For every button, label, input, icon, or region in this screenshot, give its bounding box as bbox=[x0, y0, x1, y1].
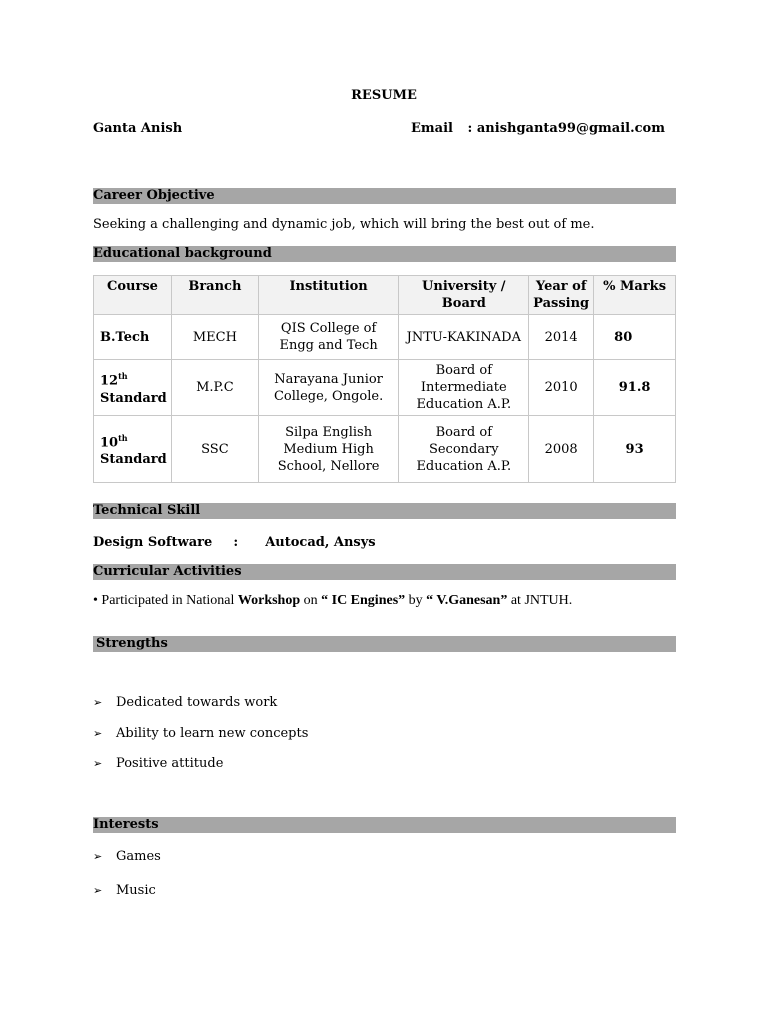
col-course: Course bbox=[94, 276, 172, 315]
skill-separator: : bbox=[233, 535, 239, 550]
year-cell: 2010 bbox=[529, 360, 594, 416]
branch-cell: M.P.C bbox=[171, 360, 258, 416]
board-cell: JNTU-KAKINADA bbox=[399, 315, 529, 360]
career-objective-text: Seeking a challenging and dynamic job, which will bring the best out of me. bbox=[93, 217, 595, 232]
arrow-bullet-icon: ➢ bbox=[93, 757, 103, 770]
list-item: ➢ Ability to learn new concepts bbox=[93, 726, 309, 741]
education-heading: Educational background bbox=[93, 246, 676, 262]
marks-cell: 91.8 bbox=[594, 360, 676, 416]
col-institution: Institution bbox=[258, 276, 399, 315]
list-item: ➢ Positive attitude bbox=[93, 756, 224, 771]
arrow-bullet-icon: ➢ bbox=[93, 850, 103, 863]
table-row bbox=[94, 360, 676, 416]
career-objective-heading: Career Objective bbox=[93, 188, 676, 204]
email-line bbox=[411, 121, 665, 136]
year-cell: 2008 bbox=[529, 416, 594, 483]
technical-skill-heading: Technical Skill bbox=[93, 503, 676, 519]
table-header-row bbox=[94, 276, 676, 315]
course-cell: 12th Standard bbox=[94, 360, 172, 416]
board-cell: Board of Secondary Education A.P. bbox=[399, 416, 529, 483]
arrow-bullet-icon: ➢ bbox=[93, 884, 103, 897]
candidate-name: Ganta Anish bbox=[93, 121, 183, 136]
bullet-dot: • bbox=[93, 593, 98, 608]
curricular-item: • Participated in National Workshop on “ IC Engines” by “ V.Ganesan” at JNTUH. bbox=[93, 593, 573, 608]
institution-cell: QIS College of Engg and Tech bbox=[258, 315, 399, 360]
col-branch: Branch bbox=[171, 276, 258, 315]
course-cell: 10th Standard bbox=[94, 416, 172, 483]
table-row bbox=[94, 416, 676, 483]
course-cell: B.Tech bbox=[94, 315, 172, 360]
marks-cell: 80 bbox=[594, 315, 676, 360]
email-label: Email bbox=[411, 121, 453, 136]
list-item: ➢ Games bbox=[93, 849, 161, 864]
board-cell: Board of Intermediate Education A.P. bbox=[399, 360, 529, 416]
branch-cell: SSC bbox=[171, 416, 258, 483]
marks-cell: 93 bbox=[594, 416, 676, 483]
resume-title: RESUME bbox=[351, 88, 417, 103]
institution-cell: Narayana Junior College, Ongole. bbox=[258, 360, 399, 416]
interests-heading: Interests bbox=[93, 817, 676, 833]
curricular-heading: Curricular Activities bbox=[93, 564, 676, 580]
branch-cell: MECH bbox=[171, 315, 258, 360]
strengths-heading: Strengths bbox=[93, 636, 676, 652]
col-marks: % Marks bbox=[594, 276, 676, 315]
technical-skill-line bbox=[93, 535, 376, 550]
email-separator: : bbox=[467, 121, 473, 136]
skill-value: Autocad, Ansys bbox=[265, 535, 376, 550]
col-year: Year of Passing bbox=[529, 276, 594, 315]
table-row bbox=[94, 315, 676, 360]
arrow-bullet-icon: ➢ bbox=[93, 696, 103, 709]
col-board: University / Board bbox=[399, 276, 529, 315]
skill-label: Design Software bbox=[93, 535, 213, 550]
list-item: ➢ Music bbox=[93, 883, 156, 898]
year-cell: 2014 bbox=[529, 315, 594, 360]
email-address: anishganta99@gmail.com bbox=[476, 121, 665, 136]
institution-cell: Silpa English Medium High School, Nellore bbox=[258, 416, 399, 483]
arrow-bullet-icon: ➢ bbox=[93, 727, 103, 740]
education-table bbox=[93, 275, 676, 483]
list-item: ➢ Dedicated towards work bbox=[93, 695, 278, 710]
